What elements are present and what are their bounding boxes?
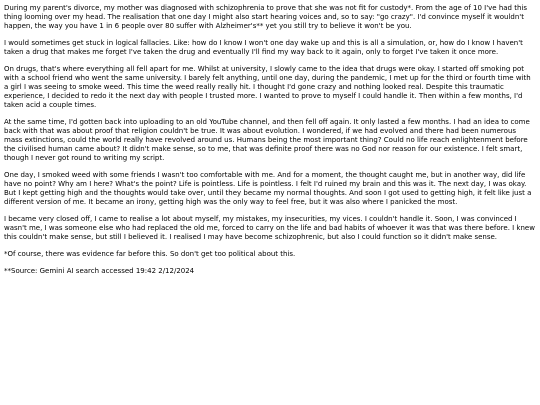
footnote-custody: *Of course, there was evidence far before this. So don't get too political about this. — [4, 250, 296, 258]
paragraph-logical-fallacies: I would sometimes get stuck in logical fallacies. Like: how do I know I won't one day wake up and this is all a simulation, or, how do I know I haven't taken a drug that makes me forget I've taken the drug and eventually I'll find my way back to it again, only to forget I've taken it once more. — [4, 39, 523, 56]
footnote-source: **Source: Gemini AI search accessed 19:42 2/12/2024 — [4, 267, 195, 275]
paragraph-closed-off: I became very closed off, I came to realise a lot about myself, my mistakes, my insecurities, my vices. I couldn't handle it. Soon, I was convinced I wasn't me, I was someone else who had replaced the old me, forced to carry on the life and bad habits of whoever it was that was there before. I knew this couldn't make sense, but still I believed it. I realised I may have become schizophrenic, but also I could function so it didn't make sense. — [4, 215, 535, 241]
paragraph-divorce-schizophrenia: During my parent's divorce, my mother was diagnosed with schizophrenia to prove that she was not fit for custody*. From the age of 10 I've had this thing looming over my head. The realisation that one day I might also start hearing voices and, so to say: "go crazy". I'd convince myself it wouldn't happen, the way you have 1 in 6 people over 80 suffer with Alzheimer's** yet you still try to believe it won't be you. — [4, 4, 527, 30]
paragraph-life-pointless: One day, I smoked weed with some friends I wasn't too comfortable with me. And for a moment, the thought caught me, but in another way, did life have no point? Why am I here? What's the point? Life is pointless. Life is pointless. I felt I'd ruined my brain and this was it. The next day, I was okay. But I kept getting high and the thoughts would take over, until they became my normal thoughts. And soon I got used to getting high, it felt like just a different version of me. It became an irony, getting high was the only way to feel free, but it was also where I panicked the most. — [4, 171, 532, 206]
paragraph-youtube-religion: At the same time, I'd gotten back into uploading to an old YouTube channel, and then fell off again. It only lasted a few months. I had an idea to come back with that was about proof that religion couldn't be true. It was about evolution. I wondered, if we had evolved and there had been numerous mass extinctions, could the world really have revolved around us. Humans being the most important thing? Could no life reach enlightenment before the civilised human came about? It didn't make sense, so to me, that was definite proof there was no God nor reason for our existence. I felt smart, though I never got round to writing my script. — [4, 118, 530, 162]
paragraph-drugs: On drugs, that's where everything all fell apart for me. Whilst at university, I slowly came to the idea that drugs were okay. I started off smoking pot with a school friend who went the same university. I barely felt anything, until one day, during the pandemic, I met up for the third or fourth time with a girl I was seeing to smoke weed. This time the weed really really hit. I thought I'd gone crazy and nothing looked real. Despite this traumatic experience, I decided to redo it the next day with people I trusted more. I wanted to prove to myself I could handle it. Then within a few months, I'd taken acid a couple times. — [4, 65, 531, 109]
